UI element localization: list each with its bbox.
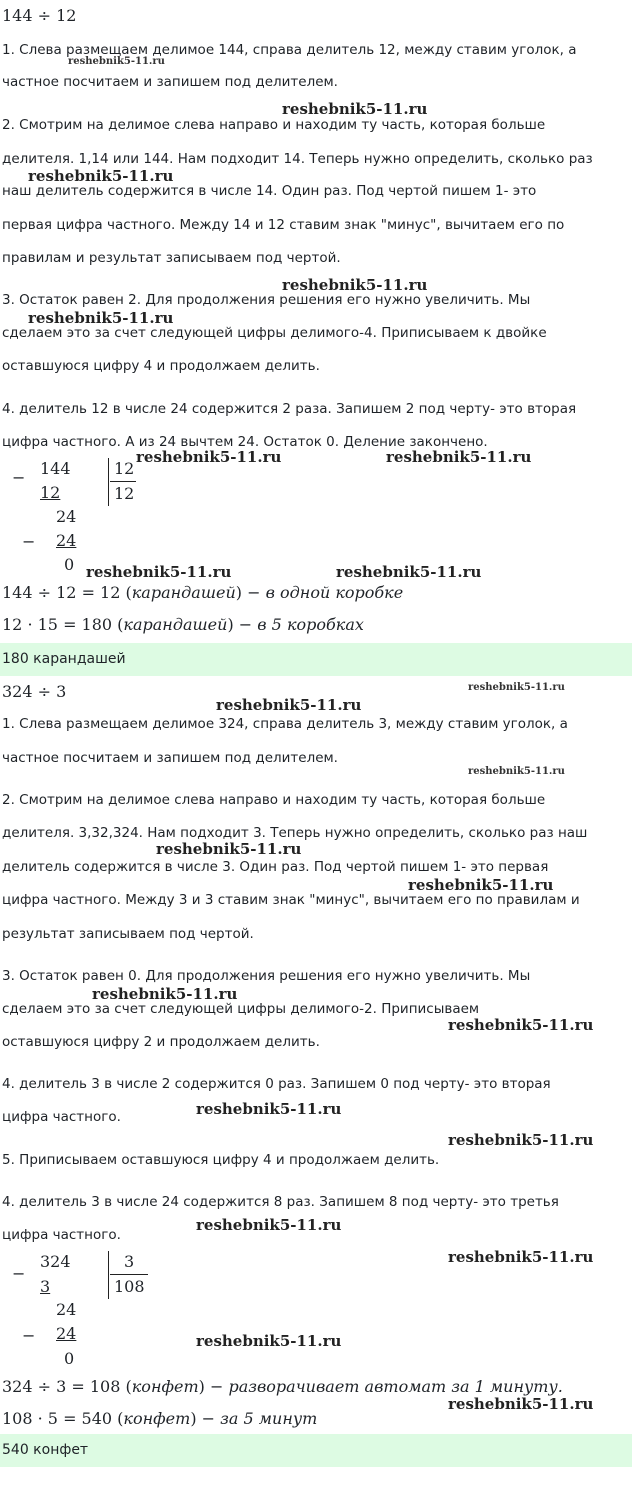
watermark: reshebnik5-11.ru	[336, 563, 482, 581]
watermark: reshebnik5-11.ru	[282, 276, 428, 294]
problem2-step-text: 3. Остаток равен 0. Для продолжения решения его нужно увеличить. Мы	[2, 968, 531, 984]
division-bar	[110, 481, 136, 482]
problem1-step-text: первая цифра частного. Между 14 и 12 ставим знак "минус", вычитаем его по	[2, 217, 565, 233]
quotient: 108	[114, 1277, 145, 1296]
divisor: 3	[124, 1252, 135, 1271]
problem1-step-text: правилам и результат записываем под чертой.	[2, 250, 341, 266]
problem2-step-text: цифра частного.	[2, 1109, 121, 1125]
subtrahend: 24	[56, 531, 77, 550]
answer-box	[0, 643, 632, 676]
watermark: reshebnik5-11.ru	[156, 840, 302, 858]
problem2-step-text: 4. делитель 3 в числе 24 содержится 8 раз. Запишем 8 под черту- это третья	[2, 1194, 559, 1210]
problem2-equation-1: 324 ÷ 3 = 108 (конфет) − разворачивает автомат за 1 минуту.	[2, 1377, 563, 1396]
problem1-step-text: цифра частного. А из 24 вычтем 24. Остаток 0. Деление закончено.	[2, 434, 488, 450]
watermark: reshebnik5-11.ru	[196, 1216, 342, 1234]
problem1-step-text: делителя. 1,14 или 144. Нам подходит 14. Теперь нужно определить, сколько раз	[2, 151, 593, 167]
problem1-step-text: 1. Слева размещаем делимое 144, справа делитель 12, между ставим уголок, а	[2, 42, 577, 58]
division-bar	[110, 1274, 148, 1275]
watermark: reshebnik5-11.ru	[28, 309, 174, 327]
watermark: reshebnik5-11.ru	[68, 56, 165, 67]
remainder: 0	[64, 555, 75, 574]
quotient: 12	[114, 484, 135, 503]
subtrahend: 3	[40, 1277, 51, 1296]
watermark: reshebnik5-11.ru	[136, 448, 282, 466]
divisor: 12	[114, 459, 135, 478]
problem1-equation-1: 144 ÷ 12 = 12 (карандашей) − в одной коробке	[2, 583, 404, 602]
minus-sign: −	[22, 532, 36, 551]
problem2-step-text: 1. Слева размещаем делимое 324, справа делитель 3, между ставим уголок, а	[2, 716, 568, 732]
watermark: reshebnik5-11.ru	[196, 1332, 342, 1350]
problem1-step-text: оставшуюся цифру 4 и продолжаем делить.	[2, 358, 320, 374]
problem2-equation-2: 108 · 5 = 540 (конфет) − за 5 минут	[2, 1409, 318, 1428]
remainder: 24	[56, 1300, 77, 1319]
watermark: reshebnik5-11.ru	[196, 1100, 342, 1118]
problem1-step-text: 2. Смотрим на делимое слева направо и находим ту часть, которая больше	[2, 117, 546, 133]
watermark: reshebnik5-11.ru	[408, 876, 554, 894]
answer-text: 180 карандашей	[2, 651, 126, 667]
minus-sign: −	[12, 1264, 26, 1283]
watermark: reshebnik5-11.ru	[468, 766, 565, 777]
problem1-step-text: 4. делитель 12 в числе 24 содержится 2 раза. Запишем 2 под черту- это вторая	[2, 401, 577, 417]
subtrahend: 24	[56, 1324, 77, 1343]
watermark: reshebnik5-11.ru	[92, 985, 238, 1003]
problem1-heading: 144 ÷ 12	[2, 6, 77, 25]
dividend: 144	[40, 459, 71, 478]
watermark: reshebnik5-11.ru	[386, 448, 532, 466]
remainder: 24	[56, 507, 77, 526]
problem2-step-text: результат записываем под чертой.	[2, 926, 254, 942]
problem1-step-text: частное посчитаем и запишем под делителем.	[2, 74, 338, 90]
minus-sign: −	[12, 468, 26, 487]
problem1-step-text: 3. Остаток равен 2. Для продолжения решения его нужно увеличить. Мы	[2, 292, 531, 308]
answer-box	[0, 1434, 632, 1467]
problem2-step-text: сделаем это за счет следующей цифры делимого-2. Приписываем	[2, 1001, 480, 1017]
problem2-step-text: делителя. 3,32,324. Нам подходит 3. Теперь нужно определить, сколько раз наш	[2, 825, 588, 841]
watermark: reshebnik5-11.ru	[216, 696, 362, 714]
remainder: 0	[64, 1349, 75, 1368]
division-bracket	[108, 458, 109, 506]
watermark: reshebnik5-11.ru	[448, 1248, 594, 1266]
watermark: reshebnik5-11.ru	[448, 1131, 594, 1149]
division-bracket	[108, 1251, 109, 1299]
watermark: reshebnik5-11.ru	[468, 682, 565, 693]
watermark: reshebnik5-11.ru	[282, 100, 428, 118]
problem2-heading: 324 ÷ 3	[2, 682, 67, 701]
watermark: reshebnik5-11.ru	[448, 1395, 594, 1413]
problem1-equation-2: 12 · 15 = 180 (карандашей) − в 5 коробках	[2, 615, 364, 634]
watermark: reshebnik5-11.ru	[28, 167, 174, 185]
problem2-step-text: оставшуюся цифру 2 и продолжаем делить.	[2, 1034, 320, 1050]
answer-text: 540 конфет	[2, 1442, 89, 1458]
watermark: reshebnik5-11.ru	[86, 563, 232, 581]
problem2-step-text: 2. Смотрим на делимое слева направо и находим ту часть, которая больше	[2, 792, 546, 808]
problem2-step-text: цифра частного. Между 3 и 3 ставим знак "минус", вычитаем его по правилам и	[2, 892, 580, 908]
problem2-step-text: частное посчитаем и запишем под делителем.	[2, 750, 338, 766]
problem2-step-text: 4. делитель 3 в числе 2 содержится 0 раз. Запишем 0 под черту- это вторая	[2, 1076, 551, 1092]
problem2-step-text: 5. Приписываем оставшуюся цифру 4 и продолжаем делить.	[2, 1152, 440, 1168]
subtrahend: 12	[40, 483, 61, 502]
problem1-step-text: наш делитель содержится в числе 14. Один раз. Под чертой пишем 1- это	[2, 183, 537, 199]
dividend: 324	[40, 1252, 71, 1271]
problem1-step-text: сделаем это за счет следующей цифры делимого-4. Приписываем к двойке	[2, 325, 547, 341]
watermark: reshebnik5-11.ru	[448, 1016, 594, 1034]
problem2-step-text: цифра частного.	[2, 1227, 121, 1243]
minus-sign: −	[22, 1326, 36, 1345]
problem2-step-text: делитель содержится в числе 3. Один раз. Под чертой пишем 1- это первая	[2, 859, 549, 875]
